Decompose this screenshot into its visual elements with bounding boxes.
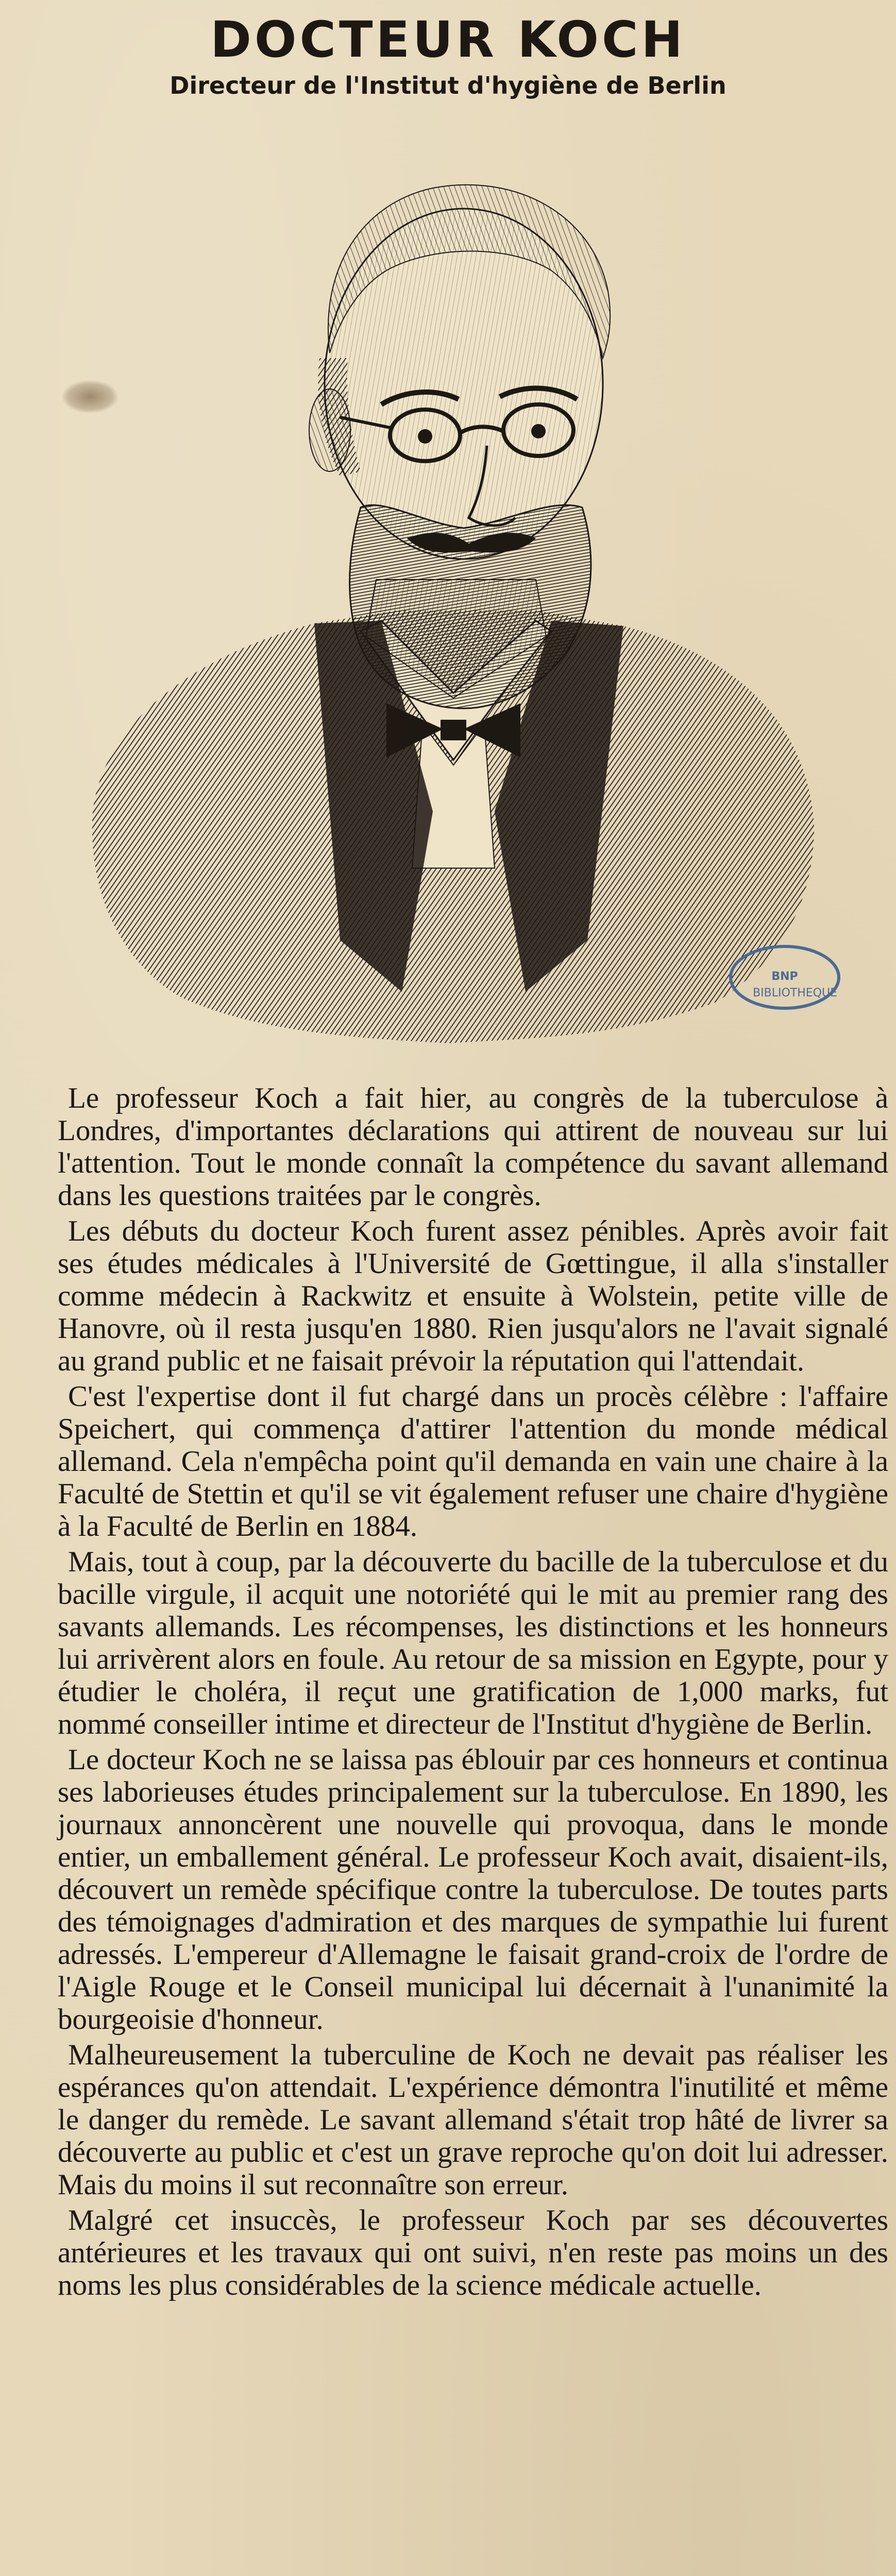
- eye-left: [418, 429, 432, 444]
- eye-right: [531, 424, 546, 438]
- article-paragraph: Mais, tout à coup, par la découverte du bacille de la tuberculose et du bacille virgule, il acquit une notoriété qui le mit au premier rang des savants allemands. Les récompenses, les distinctions et les honneurs lui arrivèrent alors en foule. Au retour de sa mission en Egypte, pour y étudier le choléra, il reçut une gratification de 1,000 marks, fut nommé conseiller intime et directeur de l'Institut d'hygiène de Berlin.: [58, 1546, 888, 1740]
- article-paragraph: Le docteur Koch ne se laissa pas éblouir par ces honneurs et continua ses laborieuses études principalement sur la tuberculose. En 1890, les journaux annoncèrent une nouvelle qui provoqua, dans le monde entier, un emballement général. Le professeur Koch avait, disaient-ils, découvert un remède spécifique contre la tuberculose. De toutes parts des témoignages d'admiration et des marques de sympathie lui furent adressés. L'empereur d'Allemagne le faisait grand-croix de l'ordre de l'Aigle Rouge et le Conseil municipal lui décernait à l'unanimité la bourgeoisie d'honneur.: [58, 1743, 888, 2036]
- page-title: DOCTEUR KOCH: [210, 11, 686, 69]
- portrait-engraving: [72, 116, 824, 1043]
- article-paragraph: Malgré cet insuccès, le professeur Koch par ses découvertes antérieures et les travaux qui ont suivi, n'en reste pas moins un des noms les plus considérables de la science médicale actuelle.: [58, 2204, 888, 2301]
- article-paragraph: Les débuts du docteur Koch furent assez pénibles. Après avoir fait ses études médicales à l'Université de Gœttingue, il alla s'installer comme médecin à Rackwitz et ensuite à Wolstein, petite ville de Hanovre, où il resta jusqu'en 1880. Rien jusqu'alors ne l'avait signalé au grand public et ne faisait prévoir la réputation qui l'attendait.: [58, 1215, 888, 1377]
- masthead: [0, 0, 896, 108]
- article-paragraph: Malheureusement la tuberculine de Koch ne devait pas réaliser les espérances qu'on attendait. L'expérience démontra l'inutilité et même le danger du remède. Le savant allemand s'était trop hâté de livrer sa découverte au public et c'est un grave reproche qu'on doit lui adresser. Mais du moins il sut reconnaître son erreur.: [58, 2039, 888, 2201]
- bow-tie-knot: [441, 720, 466, 740]
- ear-shape: [309, 389, 350, 471]
- stamp-subtext: BIBLIOTHEQUE: [753, 987, 837, 999]
- page-subtitle: Directeur de l'Institut d'hygiène de Berlin: [170, 72, 726, 99]
- article-paragraph: Le professeur Koch a fait hier, au congrès de la tuberculose à Londres, d'importantes déclarations qui attirent de nouveau sur lui l'attention. Tout le monde connaît la compétence du savant allemand dans les questions traitées par le congrès.: [58, 1082, 888, 1212]
- article-paragraph: C'est l'expertise dont il fut chargé dans un procès célèbre : l'affaire Speichert, qui commença d'attirer l'attention du monde médical allemand. Cela n'empêcha point qu'il demanda en vain une chaire à la Faculté de Stettin et qu'il se vit également refuser une chaire d'hygiène à la Faculté de Berlin en 1884.: [58, 1380, 888, 1543]
- article-body: [58, 1082, 888, 2304]
- stamp-text: BNP: [771, 970, 798, 983]
- library-stamp: [725, 939, 844, 1016]
